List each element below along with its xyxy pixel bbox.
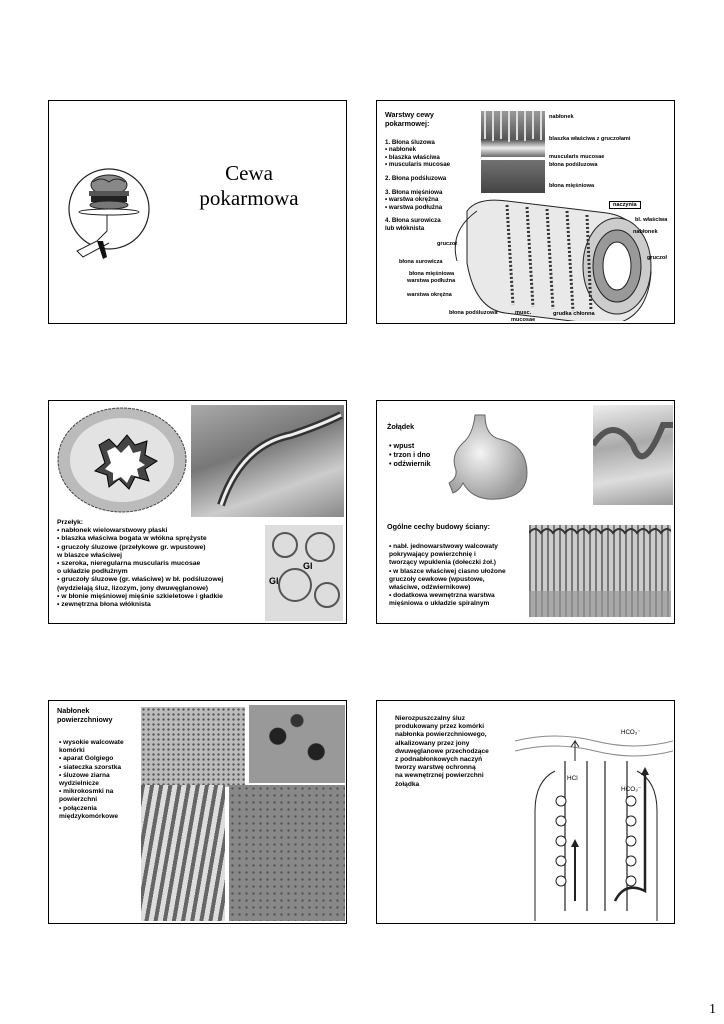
- list-item: 2. Błona podśluzowa: [385, 174, 447, 182]
- slide-4: [376, 400, 675, 624]
- hco3-top-label: HCO₃⁻: [621, 729, 641, 736]
- hcl-label: HCl: [567, 775, 578, 782]
- list-item: • w błonie mięśniowej mięśnie szkieletowe i gładkie: [57, 592, 223, 600]
- wall-features-heading: Ogólne cechy budowy ściany:: [387, 522, 491, 531]
- label-muscularis: muscularis mucosae: [549, 154, 605, 160]
- list-item: • siateczka szorstka: [59, 763, 122, 771]
- text-line: alkalizowany przez jony: [395, 739, 470, 747]
- label-bl-wlasciwa: bl. właściwa: [635, 217, 668, 223]
- list-item: komórki: [59, 747, 85, 755]
- wall-micrograph: [481, 111, 545, 193]
- list-item: wydzielnicze: [59, 780, 99, 788]
- list-item: właściwe, odźwiernikowe): [389, 584, 471, 592]
- gastric-pits-sem: [249, 705, 345, 783]
- label-nablonek-right: nabłonek: [633, 229, 658, 235]
- label-gruczol-left: gruczoł: [437, 241, 457, 247]
- list-item: mięśniowa o układzie spiralnym: [389, 600, 490, 608]
- slide-title: [169, 161, 329, 211]
- label-blona-miesniowa-2: błona mięśniowa: [409, 271, 455, 277]
- gastric-glands-micrograph: [529, 525, 671, 617]
- title-line-2: pokarmowa: [199, 186, 299, 210]
- list-item: 3. Błona mięśniowa: [385, 189, 443, 197]
- text-line: nabłonka powierzchniowego,: [395, 731, 487, 739]
- text-line: na wewnętrznej powierzchni: [395, 772, 484, 780]
- label-warstwa-okrezna: warstwa okrężna: [407, 292, 452, 298]
- label-nablonek: nabłonek: [549, 114, 574, 120]
- mucus-text: [395, 715, 489, 789]
- list-item: • odźwiernik: [389, 459, 431, 468]
- list-item: • nabłonek: [385, 146, 417, 154]
- list-item: międzykomórkowe: [59, 812, 118, 820]
- list-item: • gruczoły śluzowe (przełykowe gr. wpustowe): [57, 543, 206, 551]
- list-item: • wpust: [389, 441, 415, 450]
- list-item: • muscularis mucosae: [385, 161, 451, 169]
- slide-2: [376, 100, 675, 324]
- heading-line: Nabłonek: [57, 706, 90, 715]
- epithelium-heading: [57, 707, 113, 724]
- epithelium-list: [59, 739, 124, 821]
- list-item: • aparat Golgiego: [59, 755, 114, 763]
- list-item: • dodatkowa wewnętrzna warstwa: [389, 592, 495, 600]
- title-line-1: Cewa: [225, 161, 273, 185]
- heading: Przełyk:: [57, 519, 84, 526]
- list-item: • wysokie walcowate: [59, 739, 124, 746]
- text-line: żołądka: [395, 780, 420, 788]
- list-item: • nabłonek wielowarstwowy płaski: [57, 527, 168, 535]
- list-item: • śluzowe ziarna: [59, 771, 110, 779]
- digestive-tube-diagram: [447, 191, 673, 321]
- list-item: lub włóknista: [385, 224, 425, 232]
- heading-line: powierzchniowy: [57, 714, 113, 724]
- list-item: • szeroka, nieregularna muscularis mucosae: [57, 560, 201, 568]
- gastric-gland-diagram: [515, 721, 673, 921]
- list-item: • mikrokosmki na: [59, 788, 114, 796]
- heading-line: pokarmowej:: [385, 118, 430, 128]
- text-line: dwuwęglanowe przechodzące: [395, 747, 489, 755]
- list-item: gruczoły cewkowe (wpustowe,: [389, 575, 485, 583]
- list-item: • blaszka właściwa: [385, 153, 440, 161]
- list-item: • blaszka właściwa bogata w włókna sprężyste: [57, 535, 207, 543]
- list-item: • w blaszce właściwej ciasno ułożone: [389, 567, 506, 575]
- list-item: 4. Błona surowicza: [385, 217, 441, 225]
- list-item: • gruczoły śluzowe (gr. właściwe) w bł. podśluzowej: [57, 576, 224, 584]
- list-item: • trzon i dno: [389, 450, 431, 459]
- heading-line: Warstwy cewy: [385, 110, 434, 119]
- wall-features-list: [389, 543, 506, 609]
- list-item: • zewnętrzna błona włóknista: [57, 601, 151, 609]
- epithelium-3d-model: [141, 707, 245, 787]
- slide-1: [48, 100, 347, 324]
- gastric-fold-micrograph: [593, 405, 673, 505]
- glands-micrograph: [265, 525, 343, 621]
- text-line: Nierozpuszczalny śluz: [395, 715, 465, 722]
- label-blona-surowicza: błona surowicza: [399, 259, 443, 265]
- label-musc: musc.: [515, 310, 532, 316]
- list-item: • połączenia: [59, 804, 97, 812]
- text-line: z podnabłonkowych naczyń: [395, 756, 483, 764]
- label-blona-miesniowa: błona mięśniowa: [549, 183, 595, 189]
- esophagus-text: [57, 519, 223, 609]
- label-naczynia: naczynia: [609, 201, 641, 209]
- list-item: powierzchni: [59, 796, 98, 804]
- label-mucosae: mucosae: [511, 317, 536, 323]
- list-item: o układzie podłużnym: [57, 568, 128, 576]
- esophagus-micrograph: [191, 405, 344, 517]
- list-item: w blaszce właściwej: [57, 551, 122, 559]
- list-item: • warstwa podłużna: [385, 203, 443, 211]
- epithelium-micrograph-2: [229, 785, 345, 921]
- layers-heading: [385, 111, 434, 128]
- stomach-parts: [389, 441, 431, 468]
- list-item: (wydzielają śluz, lizozym, jony dwuwęglanowe): [57, 584, 209, 592]
- hco3-right-label: HCO₃⁻: [621, 786, 642, 793]
- label-warstwa-podluzna: warstwa podłużna: [407, 278, 456, 284]
- slide-5: [48, 700, 347, 924]
- list-item: • nabł. jednowarstwowy walcowaty: [389, 543, 498, 550]
- list-item: • warstwa okrężna: [385, 196, 439, 204]
- esophagus-cross-section: [55, 405, 189, 515]
- gl-label-1: Gl: [303, 561, 313, 571]
- slide-6: [376, 700, 675, 924]
- label-blona-podsluzowa: błona podśluzowa: [549, 162, 598, 168]
- gl-label-2: Gl: [269, 576, 279, 586]
- slide-3: [48, 400, 347, 624]
- list-item: tworzący wpuklenia (dołeczki żoł.): [389, 559, 496, 567]
- stomach-illustration: [445, 411, 535, 503]
- list-item: 1. Błona śluzowa: [385, 139, 435, 146]
- label-gruczol-right: gruczoł: [647, 255, 667, 261]
- layers-list: [385, 139, 450, 232]
- list-item: pokrywający powierzchnię i: [389, 551, 476, 559]
- label-blona-podsluzowa-bottom: błona podśluzowa: [449, 310, 498, 316]
- label-grudka: grudka chłonna: [553, 311, 595, 317]
- stomach-heading: Żołądek: [387, 422, 415, 431]
- text-line: tworzy warstwę ochronną: [395, 764, 476, 772]
- waiter-burger-illustration: [67, 165, 151, 261]
- epithelium-micrograph-1: [141, 785, 225, 921]
- page-number: 1: [709, 1002, 716, 1017]
- label-blaszka-gruczol: blaszka właściwa z gruczołami: [549, 136, 631, 142]
- text-line: produkowany przez komórki: [395, 723, 485, 731]
